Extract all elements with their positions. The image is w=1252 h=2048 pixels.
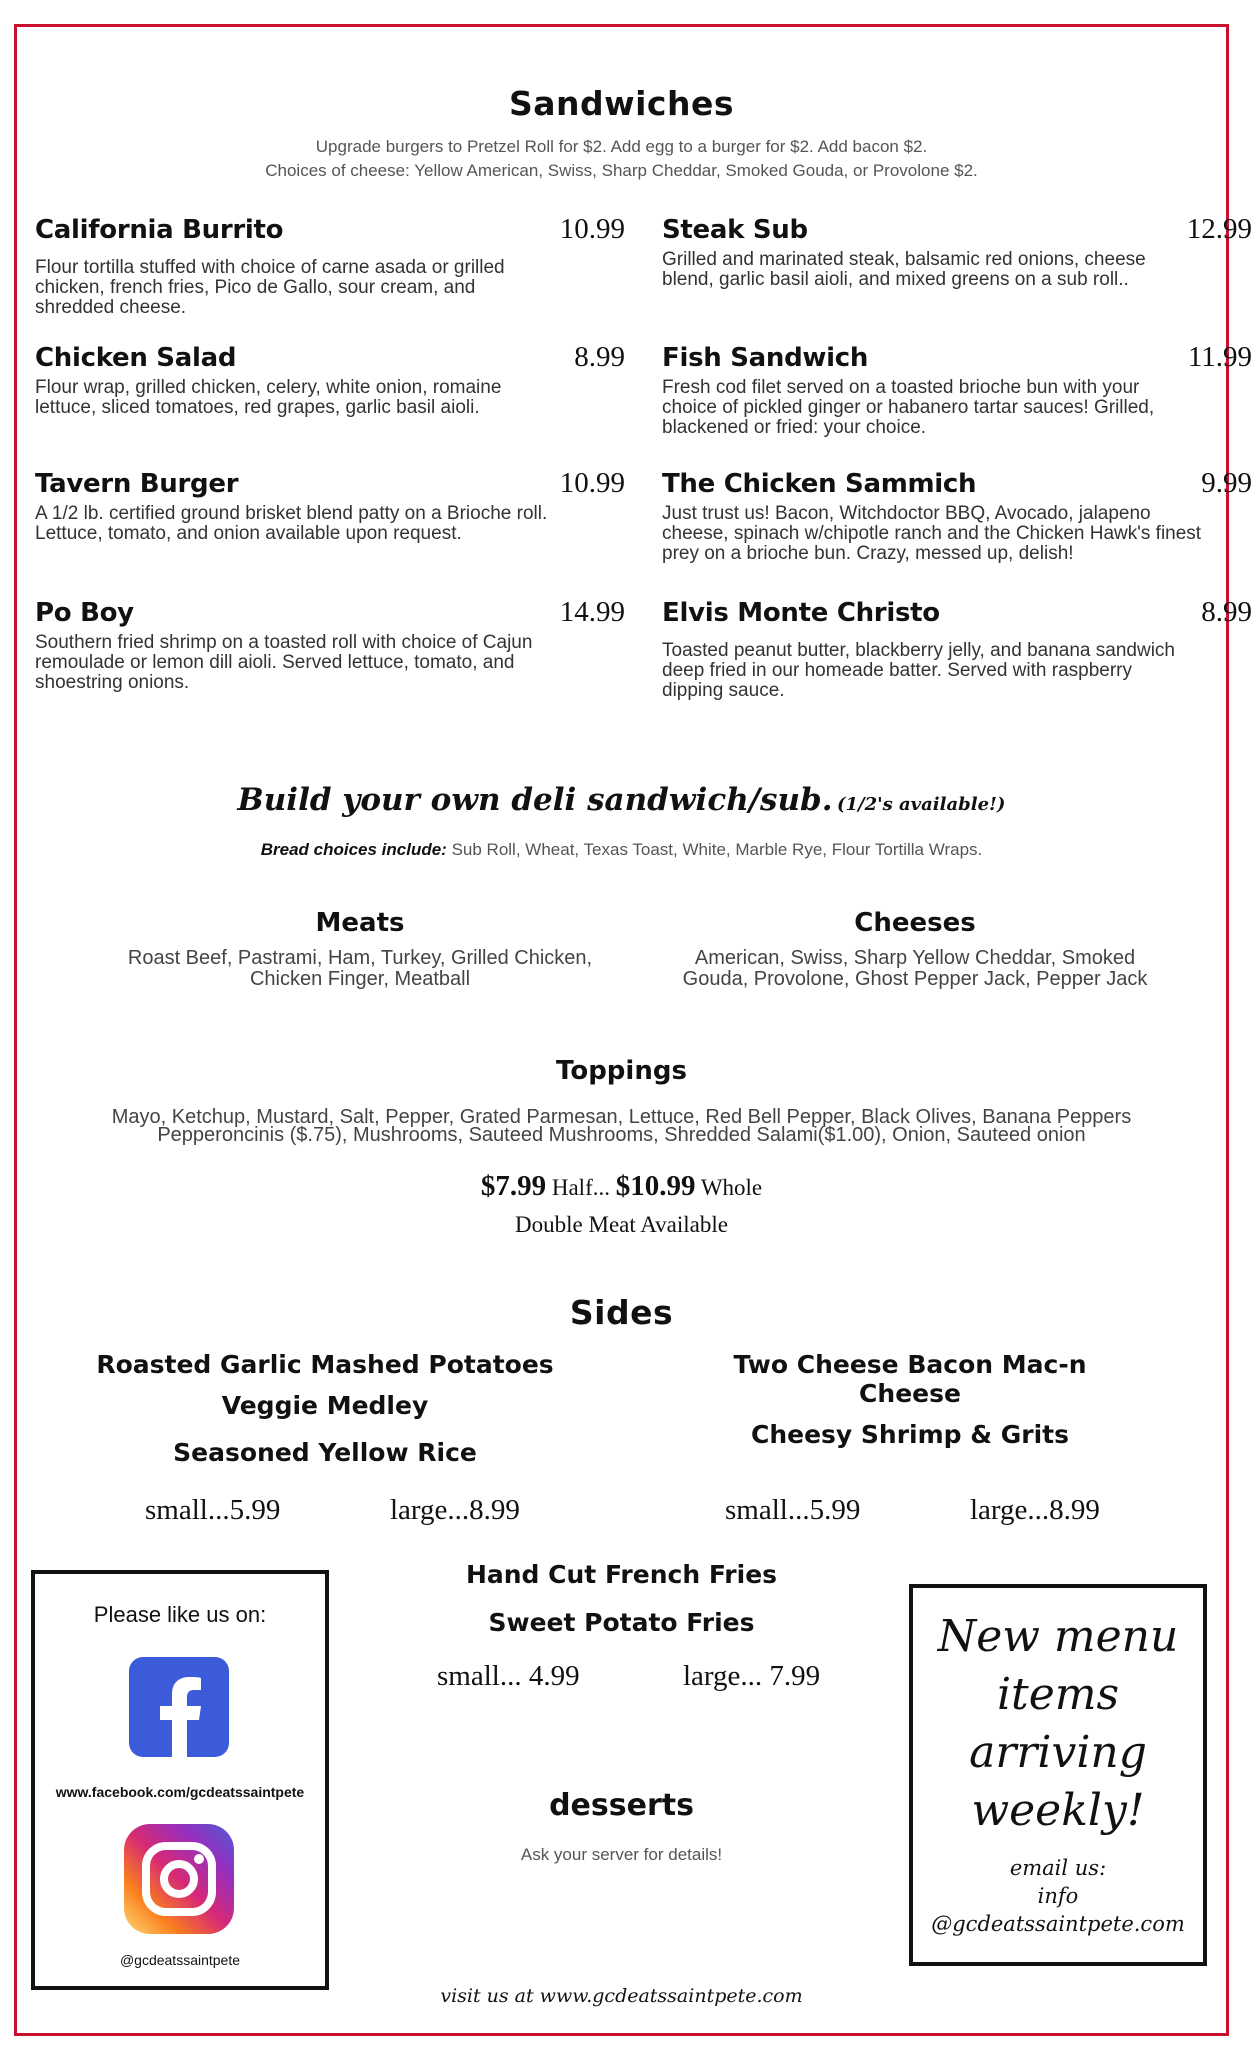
item-price: 8.99 [1201, 596, 1252, 628]
fries-item: Hand Cut French Fries [465, 1560, 778, 1589]
facebook-icon[interactable] [129, 1657, 229, 1757]
item-price: 9.99 [1201, 467, 1252, 499]
item-name: Fish Sandwich [662, 343, 869, 373]
item-price: 10.99 [559, 467, 625, 499]
menu-item [662, 341, 1252, 438]
whole-label: Whole [695, 1175, 763, 1200]
build-title: Build your own deli sandwich/sub. [237, 782, 833, 818]
sides-left [95, 1350, 555, 1467]
instagram-icon[interactable] [124, 1824, 234, 1934]
price-half: $7.99 [480, 1170, 547, 1202]
item-price: 11.99 [1187, 341, 1252, 373]
social-box [31, 1570, 329, 1990]
menu-item [662, 213, 1252, 290]
desserts-note: Ask your server for details! [520, 1845, 723, 1864]
sides-title: Sides [569, 1293, 674, 1332]
item-name: Tavern Burger [35, 469, 239, 499]
bread-choices [0, 840, 1243, 860]
item-description: Grilled and marinated steak, balsamic red onions, cheese blend, garlic basil aioli, and mixed greens on a sub roll.. [662, 249, 1146, 290]
item-name: Chicken Salad [35, 343, 237, 373]
side-item: Veggie Medley [221, 1391, 429, 1420]
instagram-handle[interactable]: @gcdeatssaintpete [119, 1952, 241, 1968]
item-description: A 1/2 lb. certified ground brisket blend patty on a Brioche roll. Lettuce, tomato, and onion available upon request. [35, 503, 548, 544]
promo-box [909, 1584, 1207, 1966]
double-meat: Double Meat Available [515, 1212, 728, 1237]
side-small-price: small...5.99 [725, 1494, 861, 1526]
item-description: Flour wrap, grilled chicken, celery, white onion, romaine lettuce, sliced tomatoes, red grapes, garlic basil aioli. [35, 377, 502, 418]
build-heading [0, 782, 1243, 818]
toppings-title: Toppings [556, 1056, 687, 1086]
fries-small-price: small... 4.99 [437, 1660, 580, 1692]
sandwiches-note-1: Upgrade burgers to Pretzel Roll for $2. Add egg to a burger for $2. Add bacon $2. [315, 137, 928, 156]
website-footer[interactable]: visit us at www.gcdeatssaintpete.com [440, 1985, 803, 2007]
promo-line: items [996, 1669, 1120, 1720]
item-name: The Chicken Sammich [662, 469, 977, 499]
build-subtitle: (1/2's available!) [836, 794, 1006, 815]
sandwiches-title: Sandwiches [508, 84, 735, 123]
toppings-line-2: Pepperoncinis ($.75), Mushrooms, Sauteed Mushrooms, Shredded Salami($1.00), Onion, Sauteed onion [157, 1124, 1086, 1146]
desserts-title: desserts [549, 1788, 694, 1823]
cheeses-section [665, 908, 1165, 990]
promo-line: weekly! [971, 1785, 1145, 1836]
promo-line: arriving [969, 1727, 1147, 1778]
menu-item [35, 341, 625, 418]
item-description: Toasted peanut butter, blackberry jelly, and banana sandwich deep fried in our homeade batter. Served with raspberry dipping sauce. [662, 640, 1175, 701]
email-line[interactable]: @gcdeatssaintpete.com [931, 1912, 1185, 1936]
price-whole: $10.99 [615, 1170, 696, 1202]
meats-section [120, 908, 600, 990]
toppings-line-1: Mayo, Ketchup, Mustard, Salt, Pepper, Grated Parmesan, Lettuce, Red Bell Pepper, Black Olives, Banana Peppers [111, 1106, 1132, 1128]
side-item: Cheesy Shrimp & Grits [750, 1420, 1070, 1449]
item-price: 8.99 [574, 341, 625, 373]
build-prices [0, 1170, 1243, 1203]
item-description: Fresh cod filet served on a toasted brioche bun with your choice of pickled ginger or habanero tartar sauces! Grilled, blackened or fried: your choice. [662, 377, 1155, 438]
menu-item [35, 213, 625, 318]
bread-label: Bread choices include: [260, 840, 447, 859]
side-small-price: small...5.99 [145, 1494, 281, 1526]
item-price: 10.99 [559, 213, 625, 245]
item-name: Po Boy [35, 598, 134, 628]
cheeses-title: Cheeses [854, 908, 976, 938]
email-line[interactable]: info [1037, 1884, 1079, 1908]
item-name: Steak Sub [662, 215, 808, 245]
side-item: Seasoned Yellow Rice [173, 1438, 477, 1467]
item-name: Elvis Monte Christo [662, 598, 940, 628]
sandwiches-note-2: Choices of cheese: Yellow American, Swiss, Sharp Cheddar, Smoked Gouda, or Provolone $2. [265, 161, 978, 180]
email-label: email us: [1009, 1856, 1107, 1880]
meats-text: Roast Beef, Pastrami, Ham, Turkey, Grilled Chicken, Chicken Finger, Meatball [127, 947, 593, 990]
menu-item [35, 596, 625, 693]
item-description: Southern fried shrimp on a toasted roll with choice of Cajun remoulade or lemon dill aioli. Served lettuce, tomato, and shoestring onions. [35, 632, 533, 693]
item-price: 14.99 [559, 596, 625, 628]
item-description: Flour tortilla stuffed with choice of carne asada or grilled chicken, french fries, Pico de Gallo, sour cream, and shredded cheese. [35, 257, 505, 318]
meats-title: Meats [315, 908, 405, 938]
side-large-price: large...8.99 [390, 1494, 520, 1526]
side-item: Two Cheese Bacon Mac-n Cheese [733, 1350, 1087, 1408]
fries-item: Sweet Potato Fries [488, 1608, 755, 1637]
promo-line: New menu [937, 1611, 1179, 1662]
fries-large-price: large... 7.99 [683, 1660, 821, 1692]
side-item: Roasted Garlic Mashed Potatoes [96, 1350, 554, 1379]
sides-right [680, 1350, 1140, 1449]
cheeses-text: American, Swiss, Sharp Yellow Cheddar, Smoked Gouda, Provolone, Ghost Pepper Jack, Pepper Jack [682, 947, 1148, 990]
bread-list: Sub Roll, Wheat, Texas Toast, White, Marble Rye, Flour Tortilla Wraps. [446, 840, 983, 859]
item-price: 12.99 [1186, 213, 1252, 245]
like-text: Please like us on: [93, 1602, 267, 1627]
side-large-price: large...8.99 [970, 1494, 1100, 1526]
item-description: Just trust us! Bacon, Witchdoctor BBQ, Avocado, jalapeno cheese, spinach w/chipotle ranch and the Chicken Hawk's finest prey on a brioche bun. Crazy, messed up, delish! [662, 503, 1202, 564]
menu-item [662, 596, 1252, 701]
half-label: Half... [546, 1175, 616, 1200]
menu-item [662, 467, 1252, 564]
menu-item [35, 467, 625, 544]
item-name: California Burrito [35, 215, 284, 245]
facebook-url[interactable]: www.facebook.com/gcdeatssaintpete [55, 1784, 305, 1800]
